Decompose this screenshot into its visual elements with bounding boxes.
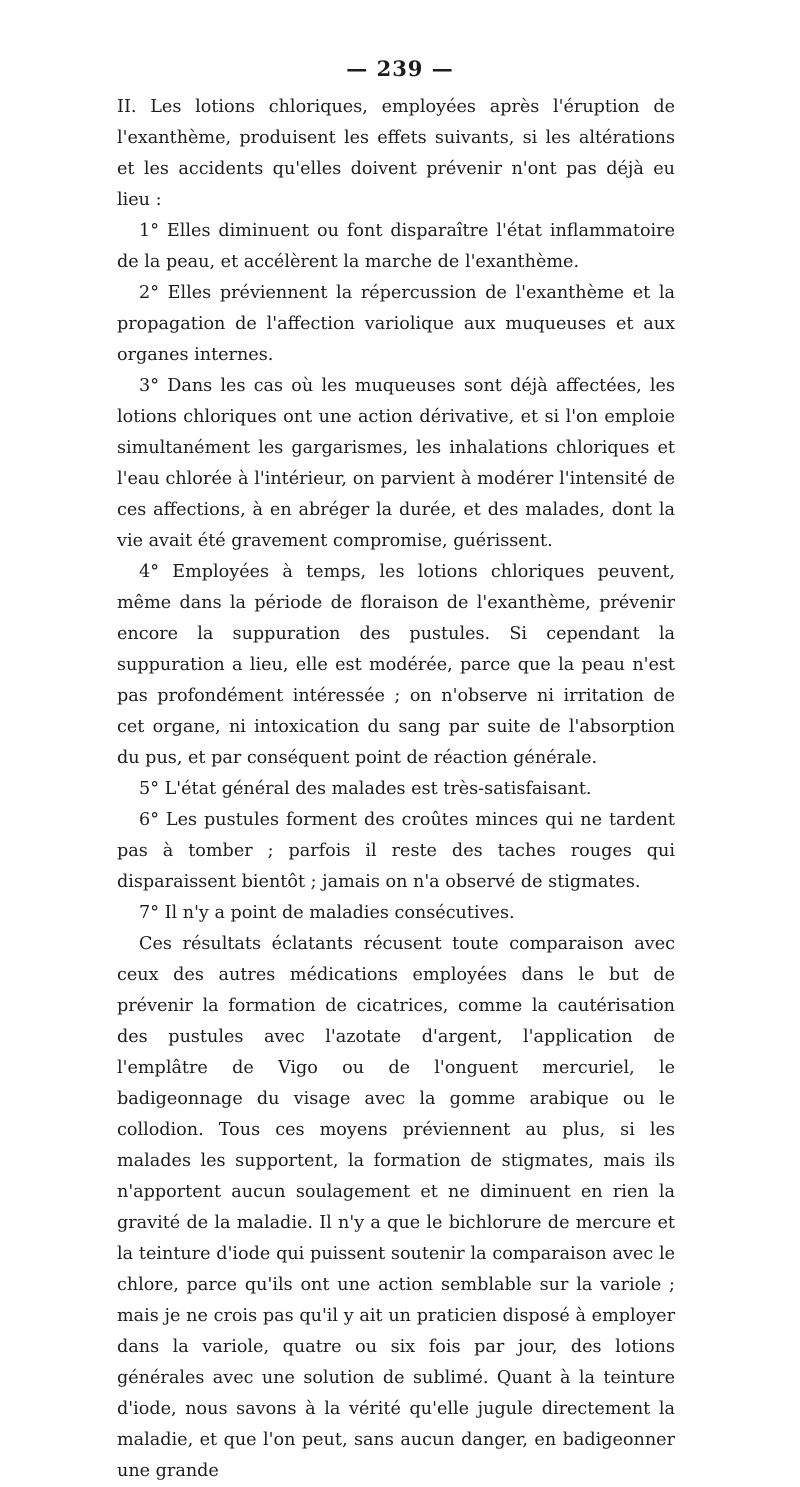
paragraph-item-2: 2° Elles préviennent la répercussion de l'exanthème et la propagation de l'affection variolique aux muqueuses et aux organes internes. (117, 283, 675, 365)
page-body (117, 92, 675, 1487)
paragraph-conclusion: Ces résultats éclatants récusent toute comparaison avec ceux des autres médications employées dans le but de prévenir la formation de cicatrices, comme la cautérisation des pustules avec l'azotate d'argent, l'application de l'emplâtre de Vigo ou de l'onguent mercuriel, le badigeonnage du visage avec la gomme arabique ou le collodion. Tous ces moyens préviennent au plus, si les malades les supportent, la formation de stigmates, mais ils n'apportent aucun soulagement et ne diminuent en rien la gravité de la maladie. Il n'y a que le bichlorure de mercure et la teinture d'iode qui puissent soutenir la comparaison avec le chlore, parce qu'ils ont une action semblable sur la variole ; mais je ne crois pas qu'il y ait un praticien disposé à employer dans la variole, quatre ou six fois par jour, des lotions générales avec une solution de sublimé. Quant à la teinture d'iode, nous savons à la vérité qu'elle jugule directement la maladie, et que l'on peut, sans aucun danger, en badigeonner une grande (117, 934, 675, 1481)
paragraph-item-7: 7° Il n'y a point de maladies consécutives. (139, 903, 515, 923)
paragraph-item-3: 3° Dans les cas où les muqueuses sont déjà affectées, les lotions chloriques ont une action dérivative, et si l'on emploie simultanément les gargarismes, les inhalations chloriques et l'eau chlorée à l'intérieur, on parvient à modérer l'intensité de ces affections, à en abréger la durée, et des malades, dont la vie avait été gravement compromise, guérissent. (117, 376, 675, 551)
page-number: — 239 — (346, 56, 454, 81)
paragraph-item-4: 4° Employées à temps, les lotions chloriques peuvent, même dans la période de floraison de l'exanthème, prévenir encore la suppuration des pustules. Si cependant la suppuration a lieu, elle est modérée, parce que la peau n'est pas profondément intéressée ; on n'observe ni irritation de cet organe, ni intoxication du sang par suite de l'absorption du pus, et par conséquent point de réaction générale. (117, 562, 675, 768)
paragraph-intro: II. Les lotions chloriques, employées après l'éruption de l'exanthème, produisent les effets suivants, si les altérations et les accidents qu'elles doivent prévenir n'ont pas déjà eu lieu : (117, 97, 675, 210)
paragraph-item-1: 1° Elles diminuent ou font disparaître l'état inflammatoire de la peau, et accélèrent la marche de l'exanthème. (117, 221, 675, 272)
paragraph-item-5: 5° L'état général des malades est très-satisfaisant. (139, 779, 592, 799)
paragraph-item-6: 6° Les pustules forment des croûtes minces qui ne tardent pas à tomber ; parfois il reste des taches rouges qui disparaissent bientôt ; jamais on n'a observé de stigmates. (117, 810, 675, 892)
